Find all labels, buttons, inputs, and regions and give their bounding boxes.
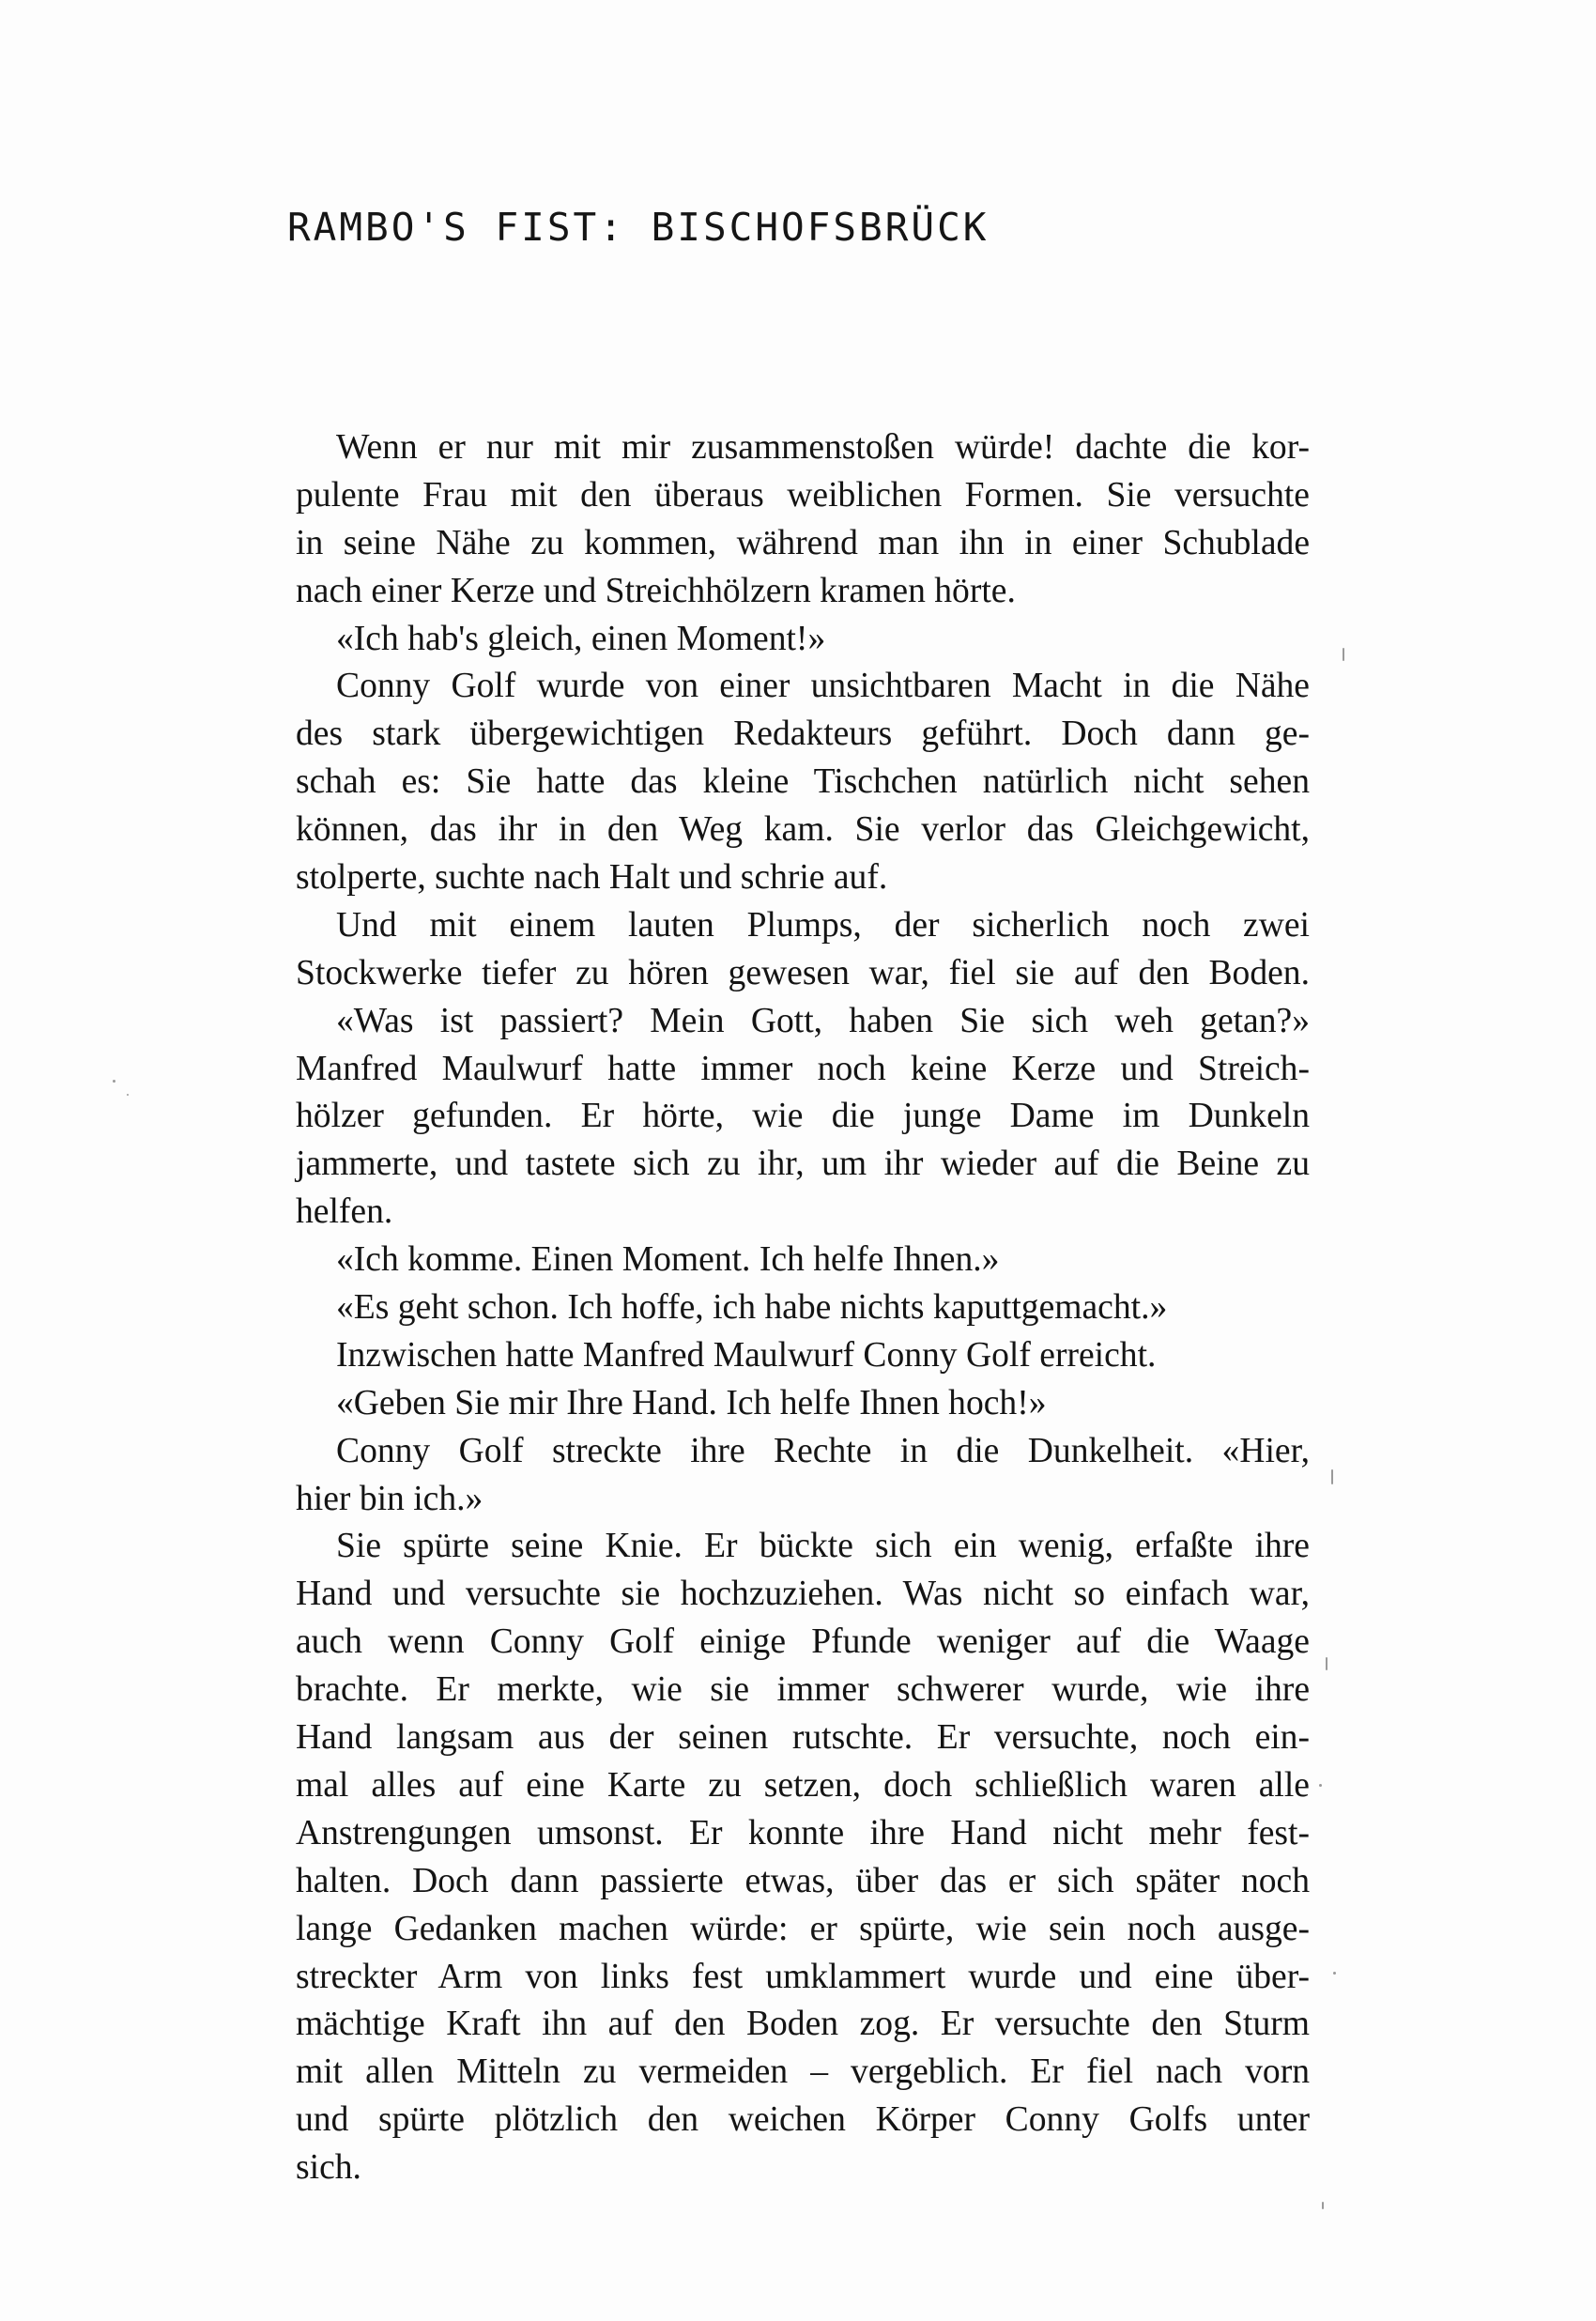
text-line: Hand und versuchte sie hochzuziehen. Was nicht so einfach war,: [296, 1575, 1310, 1614]
text-line: Stockwerke tiefer zu hören gewesen war, fiel sie auf den Boden.: [296, 953, 1310, 992]
text-line: «Geben Sie mir Ihre Hand. Ich helfe Ihnen hoch!»: [336, 1383, 1047, 1422]
text-line: in seine Nähe zu kommen, während man ihn in einer Schublade: [296, 523, 1310, 562]
text-line: Sie spürte seine Knie. Er bückte sich ein wenig, erfaßte ihre: [336, 1527, 1310, 1566]
text-line: «Ich hab's gleich, einen Moment!»: [336, 619, 826, 658]
scan-speck: [1333, 1972, 1336, 1975]
text-line: Wenn er nur mit mir zusammenstoßen würde! dachte die kor-: [336, 428, 1310, 467]
scan-speck: [1326, 1657, 1327, 1670]
text-line: und spürte plötzlich den weichen Körper Conny Golfs unter: [296, 2100, 1310, 2140]
page-title: RAMBO'S FIST: BISCHOFSBRÜCK: [287, 205, 990, 250]
text-line: pulente Frau mit den überaus weiblichen Formen. Sie versuchte: [296, 475, 1310, 515]
body-text: [296, 424, 1310, 2192]
text-line: halten. Doch dann passierte etwas, über das er sich später noch: [296, 1861, 1310, 1900]
text-line: Inzwischen hatte Manfred Maulwurf Conny Golf erreicht.: [336, 1335, 1157, 1375]
scan-speck: [1322, 2202, 1324, 2209]
text-line: Manfred Maulwurf hatte immer noch keine Kerze und Streich-: [296, 1049, 1310, 1088]
text-line: nach einer Kerze und Streichhölzern kramen hörte.: [296, 571, 1016, 610]
text-line: «Ich komme. Einen Moment. Ich helfe Ihnen.»: [336, 1240, 1000, 1280]
text-line: hölzer gefunden. Er hörte, wie die junge Dame im Dunkeln: [296, 1097, 1310, 1136]
text-line: «Es geht schon. Ich hoffe, ich habe nichts kaputtgemacht.»: [336, 1288, 1168, 1328]
text-line: Anstrengungen umsonst. Er konnte ihre Hand nicht mehr fest-: [296, 1813, 1310, 1852]
text-line: streckter Arm von links fest umklammert wurde und eine über-: [296, 1957, 1310, 1996]
text-line: brachte. Er merkte, wie sie immer schwerer wurde, wie ihre: [296, 1670, 1310, 1710]
scan-speck: [1343, 648, 1344, 661]
text-line: können, das ihr in den Weg kam. Sie verlor das Gleichgewicht,: [296, 810, 1310, 850]
text-line: mächtige Kraft ihn auf den Boden zog. Er versuchte den Sturm: [296, 2005, 1310, 2044]
text-line: «Was ist passiert? Mein Gott, haben Sie sich weh getan?»: [336, 1001, 1310, 1040]
text-line: stolperte, suchte nach Halt und schrie auf.: [296, 858, 888, 898]
scan-speck: [127, 1094, 129, 1096]
text-line: Und mit einem lauten Plumps, der sicherlich noch zwei: [336, 905, 1310, 945]
text-line: lange Gedanken machen würde: er spürte, wie sein noch ausge-: [296, 1909, 1310, 1948]
text-line: mit allen Mitteln zu vermeiden – vergeblich. Er fiel nach vorn: [296, 2052, 1310, 2092]
text-line: jammerte, und tastete sich zu ihr, um ihr wieder auf die Beine zu: [296, 1145, 1310, 1184]
scan-speck: [1319, 1784, 1322, 1787]
text-line: auch wenn Conny Golf einige Pfunde weniger auf die Waage: [296, 1622, 1310, 1662]
scan-speck: [1331, 1469, 1333, 1484]
text-line: des stark übergewichtigen Redakteurs geführt. Doch dann ge-: [296, 715, 1310, 754]
text-line: sich.: [296, 2148, 361, 2188]
text-line: helfen.: [296, 1192, 393, 1232]
text-line: Hand langsam aus der seinen rutschte. Er versuchte, noch ein-: [296, 1718, 1310, 1758]
text-line: Conny Golf streckte ihre Rechte in die Dunkelheit. «Hier,: [336, 1431, 1310, 1470]
scan-speck: [113, 1080, 115, 1083]
text-line: mal alles auf eine Karte zu setzen, doch schließlich waren alle: [296, 1765, 1310, 1805]
text-line: schah es: Sie hatte das kleine Tischchen natürlich nicht sehen: [296, 762, 1310, 802]
text-line: Conny Golf wurde von einer unsichtbaren Macht in die Nähe: [336, 667, 1310, 706]
text-line: hier bin ich.»: [296, 1479, 483, 1518]
